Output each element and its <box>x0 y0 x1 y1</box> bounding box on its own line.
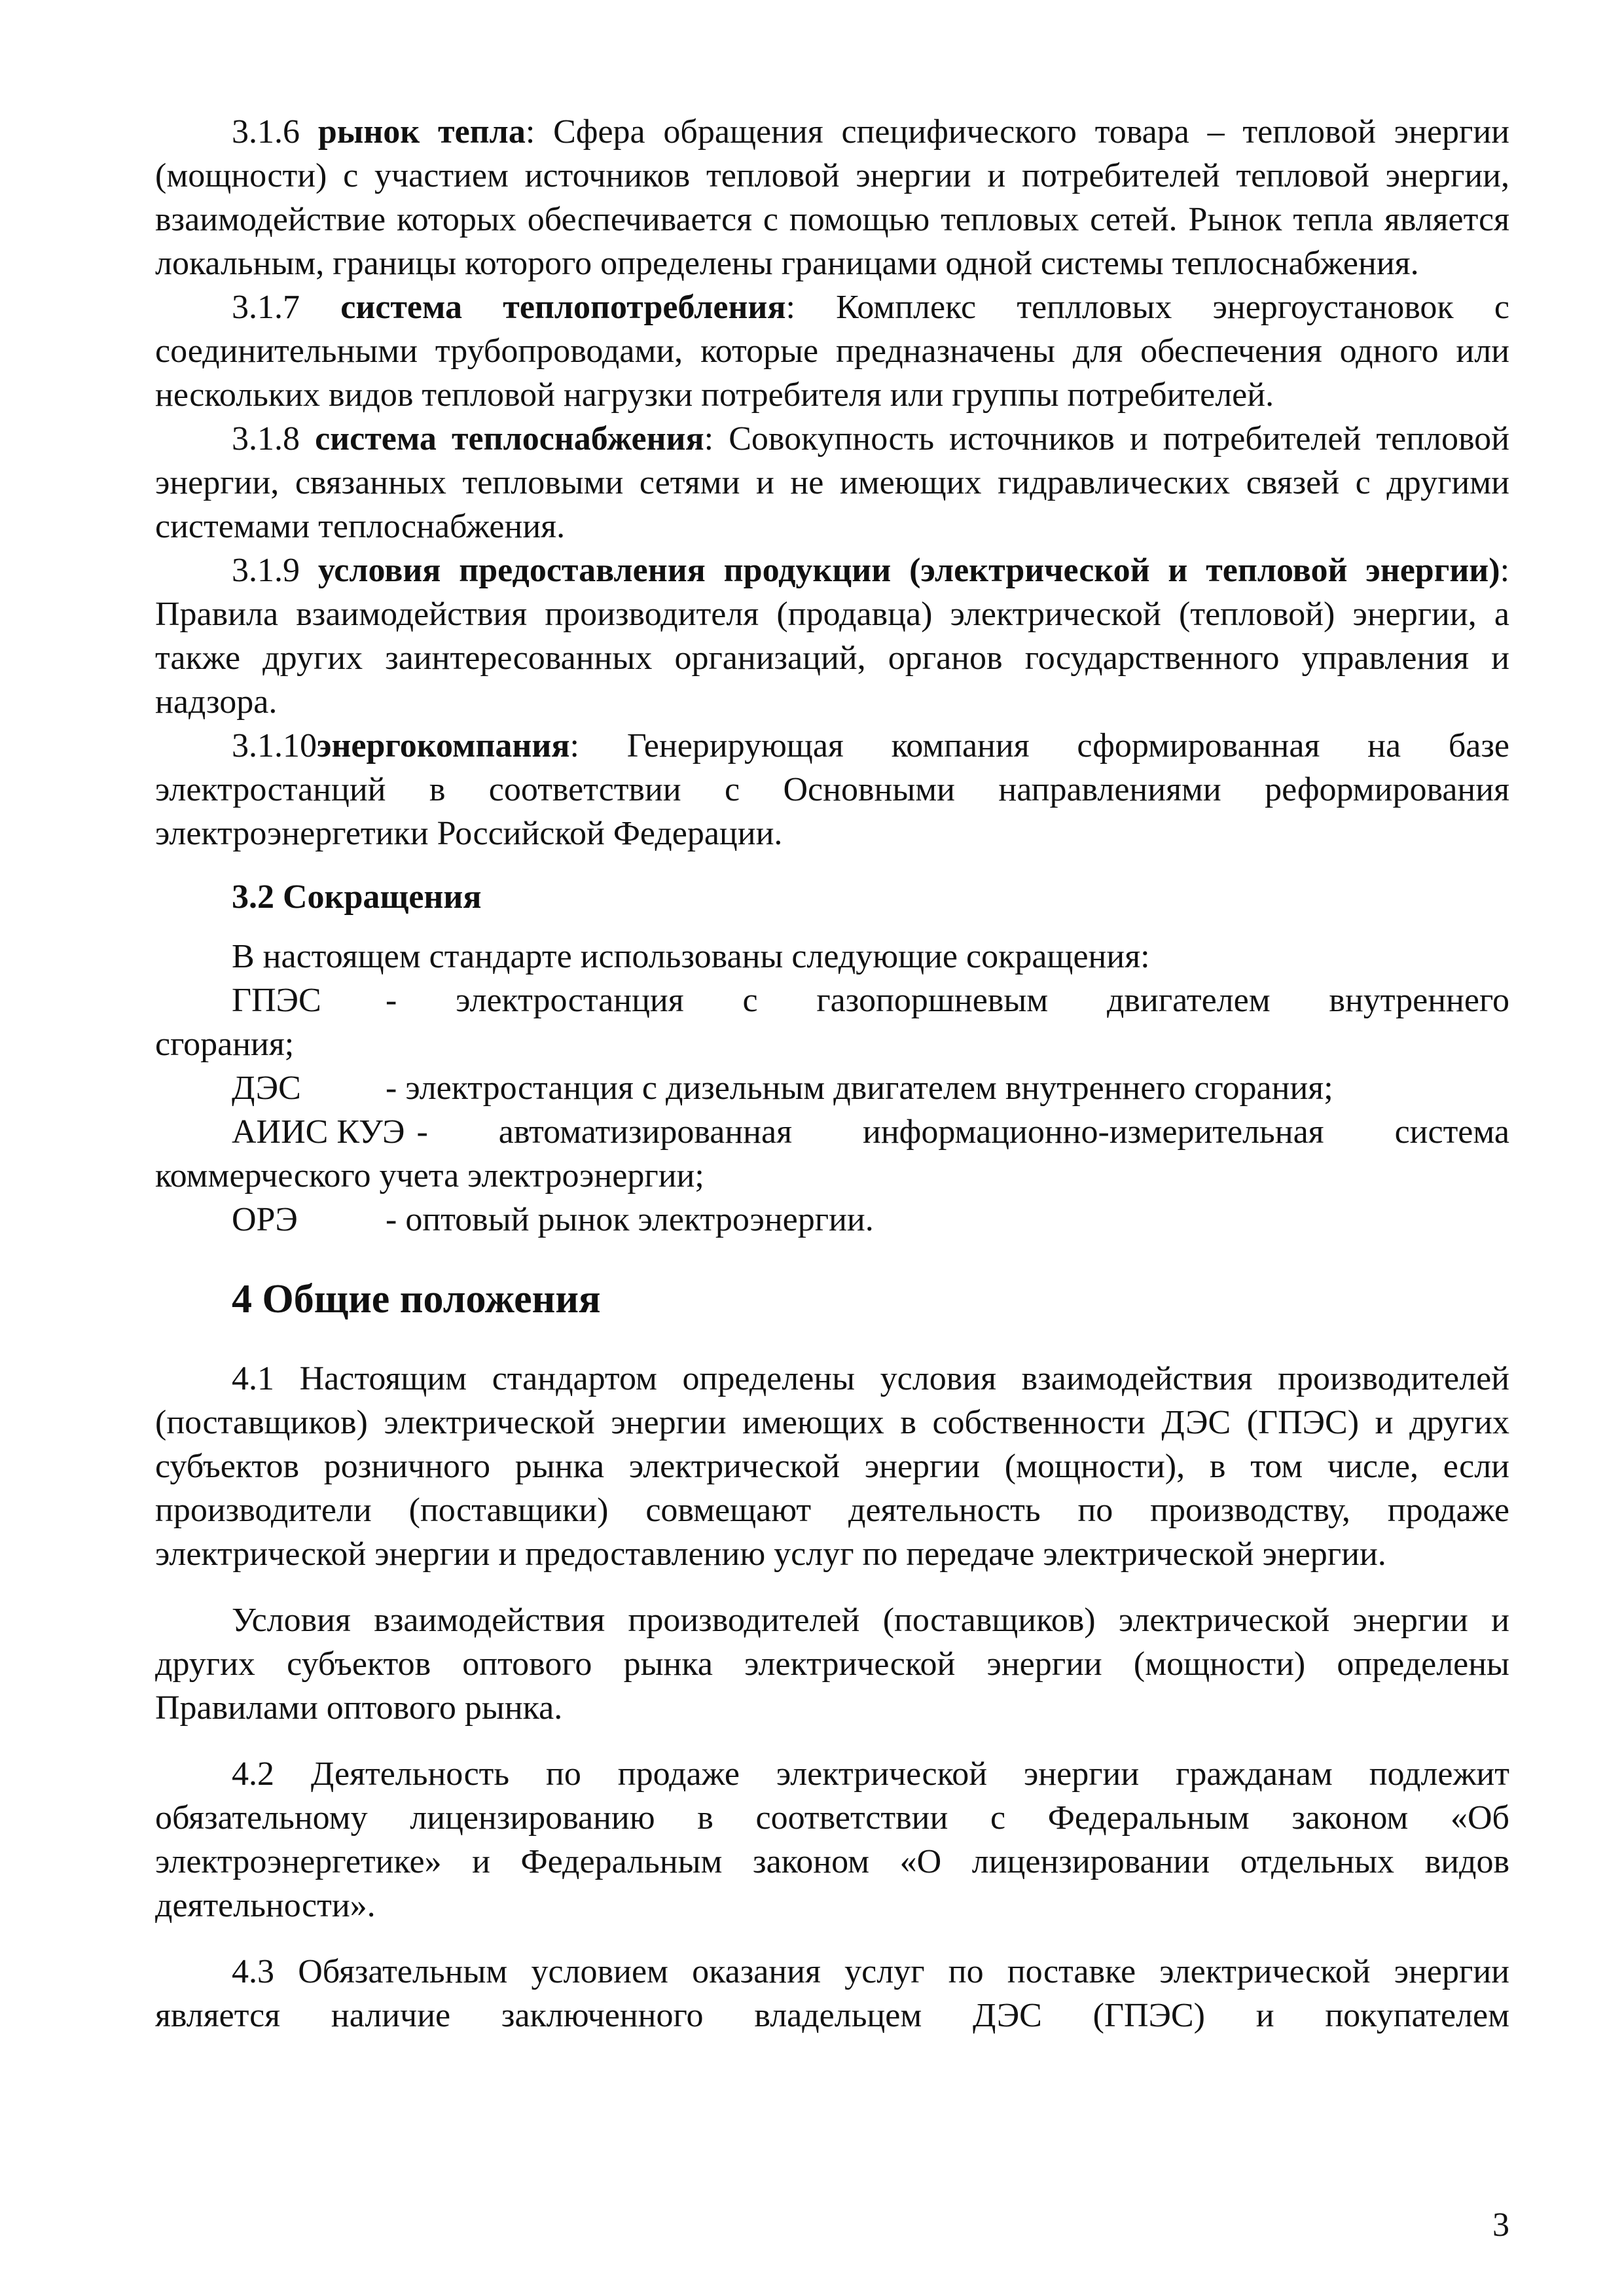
abbreviation-term: ОРЭ <box>232 1201 298 1238</box>
section-4-heading: 4 Общие положения <box>232 1277 601 1321</box>
abbreviations-heading: 3.2 Сокращения <box>232 878 482 916</box>
abbreviation-definition: - автоматизированная информационно-измерительная система <box>416 1113 1509 1151</box>
abbreviation-term: ДЭС <box>232 1069 301 1107</box>
abbreviation-item-des <box>155 1066 1509 1110</box>
document-page <box>155 110 1509 2037</box>
abbreviation-term: ГПЭС <box>232 982 321 1019</box>
abbreviation-definition: - оптовый рынок электроэнергии. <box>386 1201 874 1238</box>
definition-term: рынок тепла <box>317 113 526 151</box>
definition-text: : Совокупность источников и потребителей тепловой энергии, связанных тепловыми сетями и не имеющих гидравлических связей с другими системами теплоснабжения. <box>155 420 1509 545</box>
abbreviation-item-gpes <box>155 978 1509 1066</box>
paragraph-4-3: 4.3 Обязательным условием оказания услуг по поставке электрической энергии является наличие заключенного владельцем ДЭС (ГПЭС) и покупателем <box>155 1953 1509 2034</box>
definition-term: энергокомпания <box>317 727 570 764</box>
abbreviation-item-ore <box>155 1198 1509 1242</box>
paragraph-4-1: 4.1 Настоящим стандартом определены условия взаимодействия производителей (поставщиков) электрической энергии имеющих в собственности ДЭС (ГПЭС) и других субъектов розничного рынка электрической энергии (мощности), в том числе, если производители (поставщики) совмещают деятельность по производству, продаже электрической энергии и предоставлению услуг по передаче электрической энергии. <box>155 1360 1509 1573</box>
definition-3-1-10 <box>155 724 1509 855</box>
paragraph-4-2: 4.2 Деятельность по продаже электрической энергии гражданам подлежит обязательному лицензированию в соответствии с Федеральным законом «Об электроэнергетике» и Федеральным законом «О лицензировании отдельных видов деятельности». <box>155 1755 1509 1924</box>
definition-3-1-8 <box>155 417 1509 548</box>
paragraph-4-1-conditions: Условия взаимодействия производителей (поставщиков) электрической энергии и других субъектов оптового рынка электрической энергии (мощности) определены Правилами оптового рынка. <box>155 1602 1509 1727</box>
definition-3-1-9 <box>155 548 1509 724</box>
definition-text: : Комплекс теплловых энергоустановок с соединительными трубопроводами, которые предназначены для обеспечения одного или нескольких видов тепловой нагрузки потребителя или группы потребителей. <box>155 289 1509 414</box>
definition-3-1-6 <box>155 110 1509 285</box>
definition-number: 3.1.6 <box>232 113 300 151</box>
page-number: 3 <box>1492 2206 1509 2244</box>
definition-text: : Генерирующая компания сформированная на базе электростанций в соответствии с Основными направлениями реформирования электроэнергетики Российской Федерации. <box>155 727 1509 852</box>
definition-number: 3.1.7 <box>232 289 300 326</box>
definition-term: система теплоснабжения <box>315 420 704 457</box>
abbreviations-intro: В настоящем стандарте использованы следующие сокращения: <box>232 938 1150 975</box>
definition-text: : Правила взаимодействия производителя (продавца) электрической (тепловой) энергии, а также других заинтересованных организаций, органов государственного управления и надзора. <box>155 552 1510 721</box>
abbreviation-definition-continued: сгорания; <box>155 1026 295 1063</box>
abbreviation-item-aiis-kue <box>155 1110 1509 1198</box>
definition-number: 3.1.10 <box>232 727 317 764</box>
abbreviation-definition: - электростанция с дизельным двигателем внутреннего сгорания; <box>386 1069 1333 1107</box>
definition-text: : Сфера обращения специфического товара – тепловой энергии (мощности) с участием источников тепловой энергии и потребителей тепловой энергии, взаимодействие которых обеспечивается с помощью тепловых сетей. Рынок тепла является локальным, границы которого определены границами одной системы теплоснабжения. <box>155 113 1510 282</box>
abbreviation-definition-continued: коммерческого учета электроэнергии; <box>155 1157 704 1194</box>
definition-3-1-7 <box>155 285 1509 417</box>
abbreviation-term: АИИС КУЭ <box>232 1113 405 1151</box>
definition-term: условия предоставления продукции (электрической и тепловой энергии) <box>317 552 1500 589</box>
definition-number: 3.1.8 <box>232 420 300 457</box>
definition-term: система теплопотребления <box>340 289 786 326</box>
definition-number: 3.1.9 <box>232 552 300 589</box>
abbreviation-definition: - электростанция с газопоршневым двигателем внутреннего <box>386 982 1509 1019</box>
